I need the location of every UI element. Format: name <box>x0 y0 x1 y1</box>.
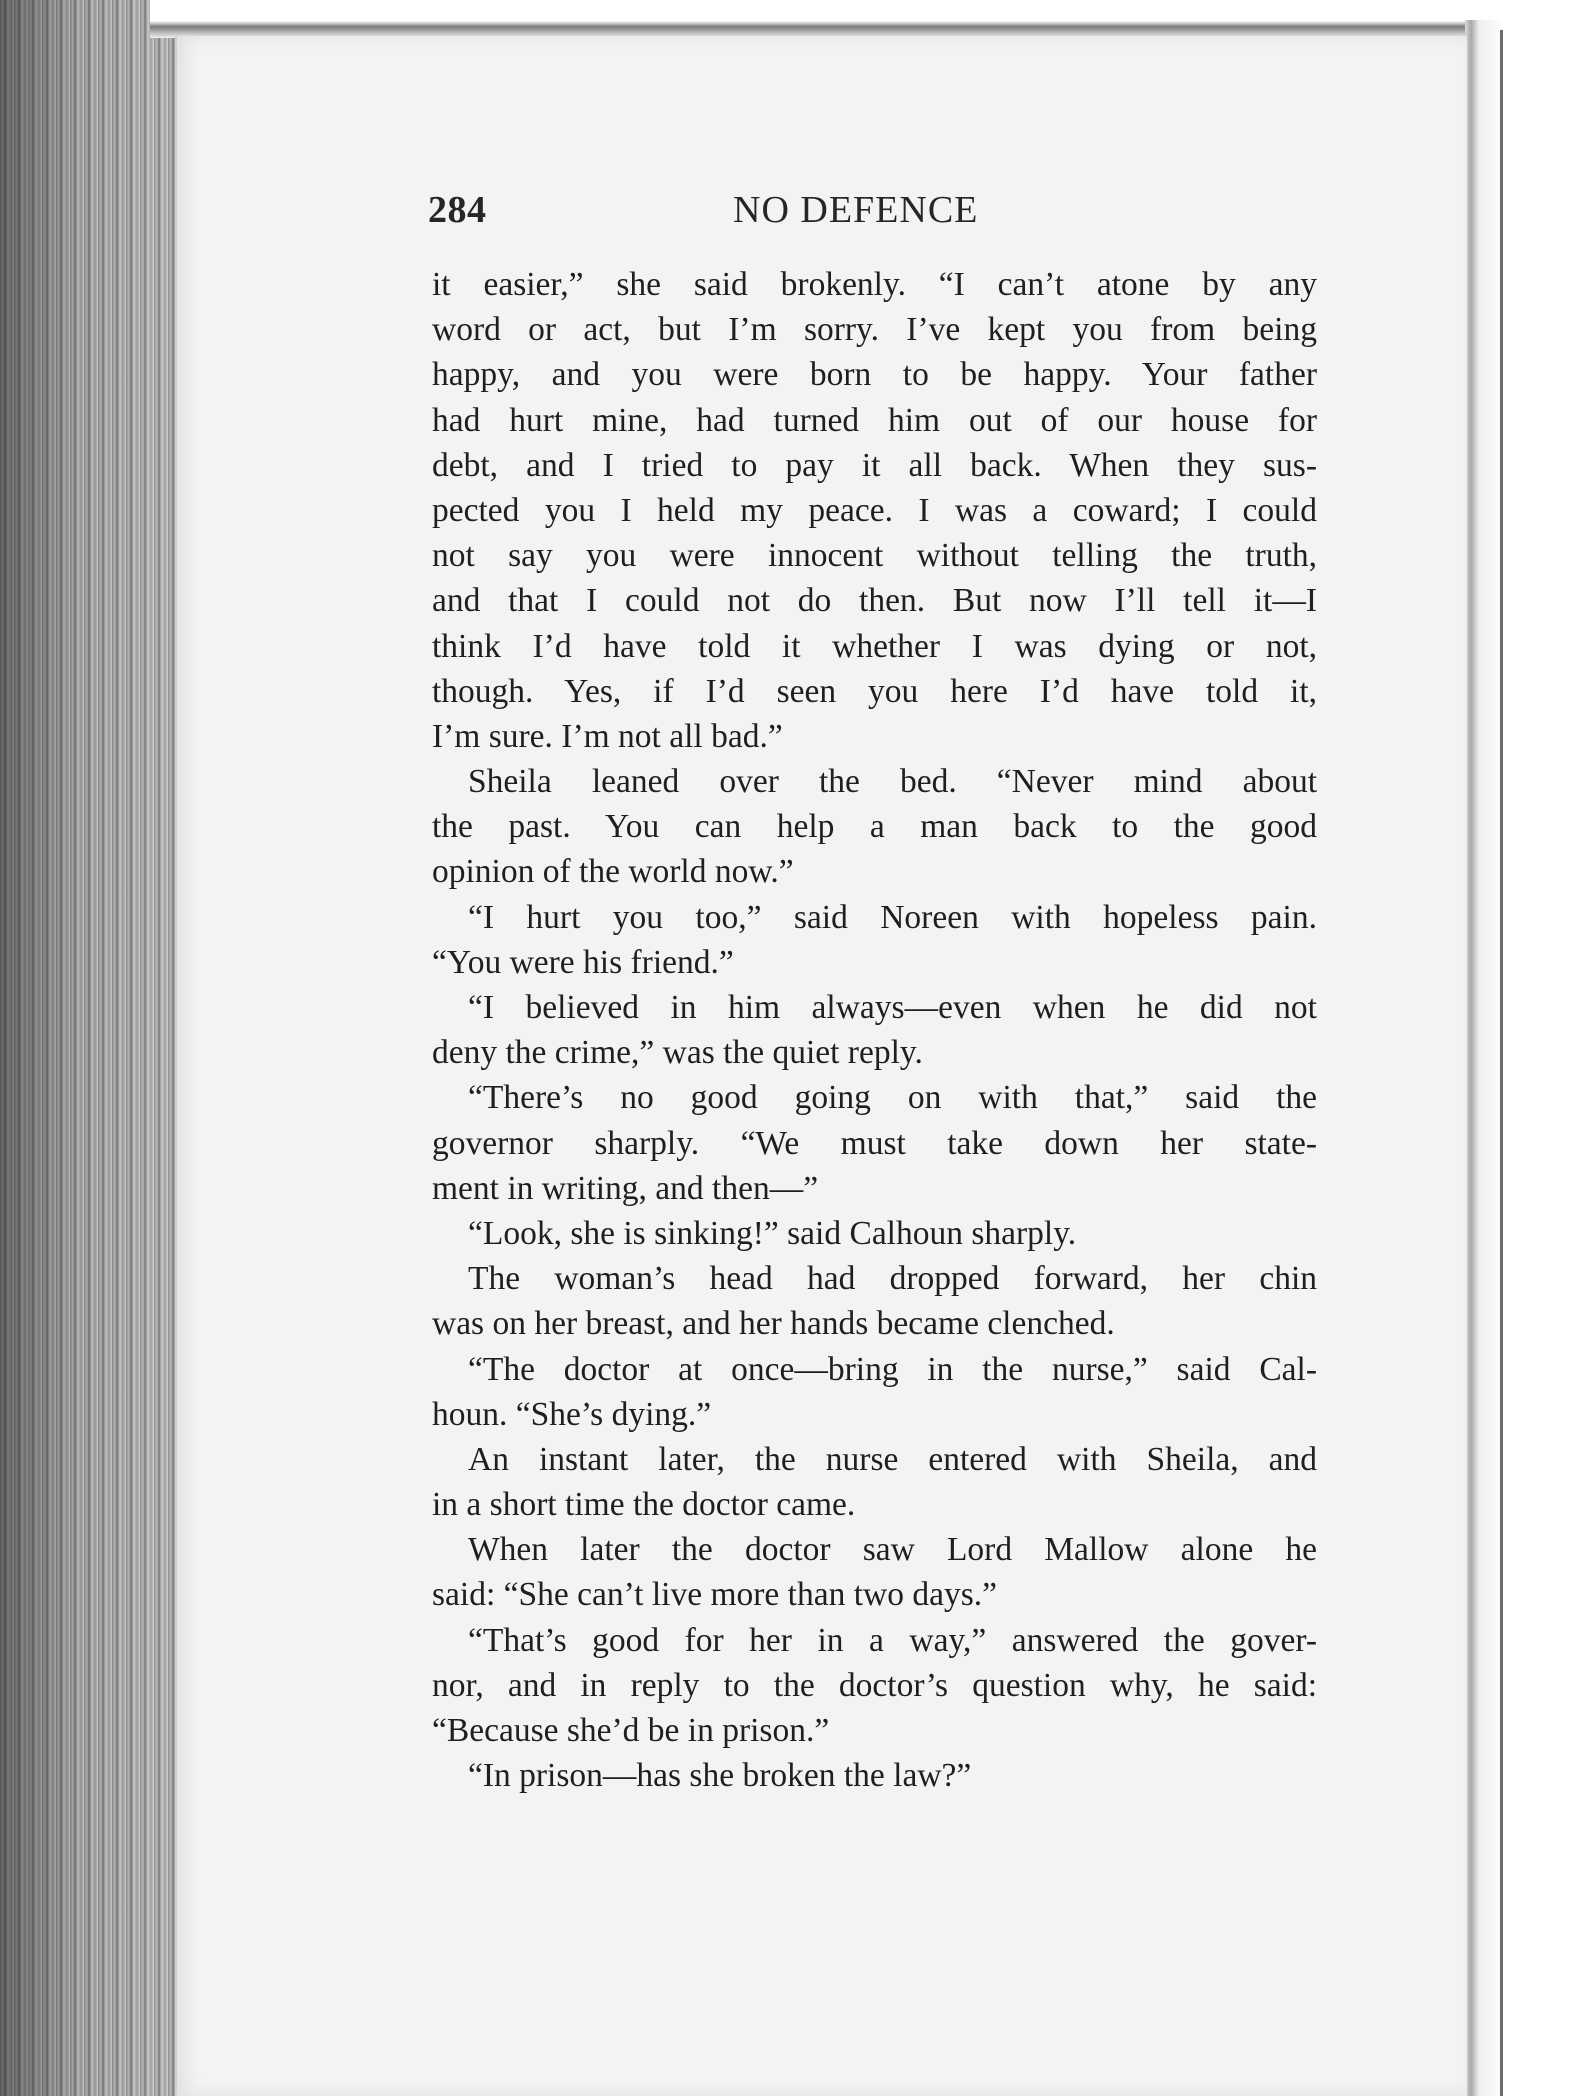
text-line: The woman’s head had dropped forward, her chin <box>468 1260 1317 1298</box>
book-title: NO DEFENCE <box>733 189 979 231</box>
text-line: was on her breast, and her hands became clenched. <box>432 1305 1115 1343</box>
text-line: I’m sure. I’m not all bad.” <box>432 717 783 755</box>
text-line: An instant later, the nurse entered with Sheila, and <box>468 1440 1317 1478</box>
text-line: “I hurt you too,” said Noreen with hopeless pain. <box>468 898 1317 936</box>
book-edge-shadow <box>0 0 200 2096</box>
text-line: nor, and in reply to the doctor’s question why, he said: <box>432 1666 1317 1704</box>
text-line: “I believed in him always—even when he did not <box>468 989 1317 1026</box>
text-line: When later the doctor saw Lord Mallow alone he <box>468 1531 1317 1569</box>
text-line: in a short time the doctor came. <box>432 1486 856 1524</box>
text-line: houn. “She’s dying.” <box>432 1395 712 1433</box>
text-line: “In prison—has she broken the law?” <box>468 1757 972 1795</box>
text-line: “The doctor at once—bring in the nurse,” said Cal- <box>468 1350 1317 1388</box>
text-line: and that I could not do then. But now I’ll tell it—I <box>432 582 1317 620</box>
text-line: governor sharply. “We must take down her state- <box>432 1124 1317 1162</box>
page-gutter-line <box>1500 30 1503 2096</box>
text-line: happy, and you were born to be happy. Your father <box>432 356 1317 394</box>
body-text <box>432 262 1317 1798</box>
text-line: it easier,” she said brokenly. “I can’t atone by any <box>432 266 1317 303</box>
text-line: the past. You can help a man back to the good <box>432 808 1317 846</box>
top-scan-border <box>150 0 1480 38</box>
text-line: debt, and I tried to pay it all back. When they sus- <box>432 446 1317 484</box>
page-number: 284 <box>428 189 487 231</box>
text-line: Sheila leaned over the bed. “Never mind about <box>468 763 1317 801</box>
text-line: think I’d have told it whether I was dying or not, <box>432 627 1317 665</box>
text-line: pected you I held my peace. I was a coward; I could <box>432 491 1317 529</box>
text-line: had hurt mine, had turned him out of our house for <box>432 401 1317 439</box>
text-line: though. Yes, if I’d seen you here I’d have told it, <box>432 672 1317 710</box>
text-line: deny the crime,” was the quiet reply. <box>432 1034 923 1072</box>
text-line: ment in writing, and then—” <box>432 1169 819 1207</box>
text-line: said: “She can’t live more than two days.” <box>432 1576 998 1614</box>
text-line: not say you were innocent without telling the truth, <box>432 537 1317 575</box>
text-line: opinion of the world now.” <box>432 853 794 891</box>
text-line: “Look, she is sinking!” said Calhoun sharply. <box>468 1214 1077 1252</box>
text-line: “Because she’d be in prison.” <box>432 1712 830 1749</box>
text-line: “There’s no good going on with that,” said the <box>468 1079 1317 1117</box>
adjacent-page-strip <box>1465 20 1576 2096</box>
text-line: “You were his friend.” <box>432 943 734 981</box>
text-line: “That’s good for her in a way,” answered the gover- <box>468 1621 1317 1659</box>
text-line: word or act, but I’m sorry. I’ve kept you from being <box>432 311 1317 349</box>
running-head <box>428 188 1328 248</box>
